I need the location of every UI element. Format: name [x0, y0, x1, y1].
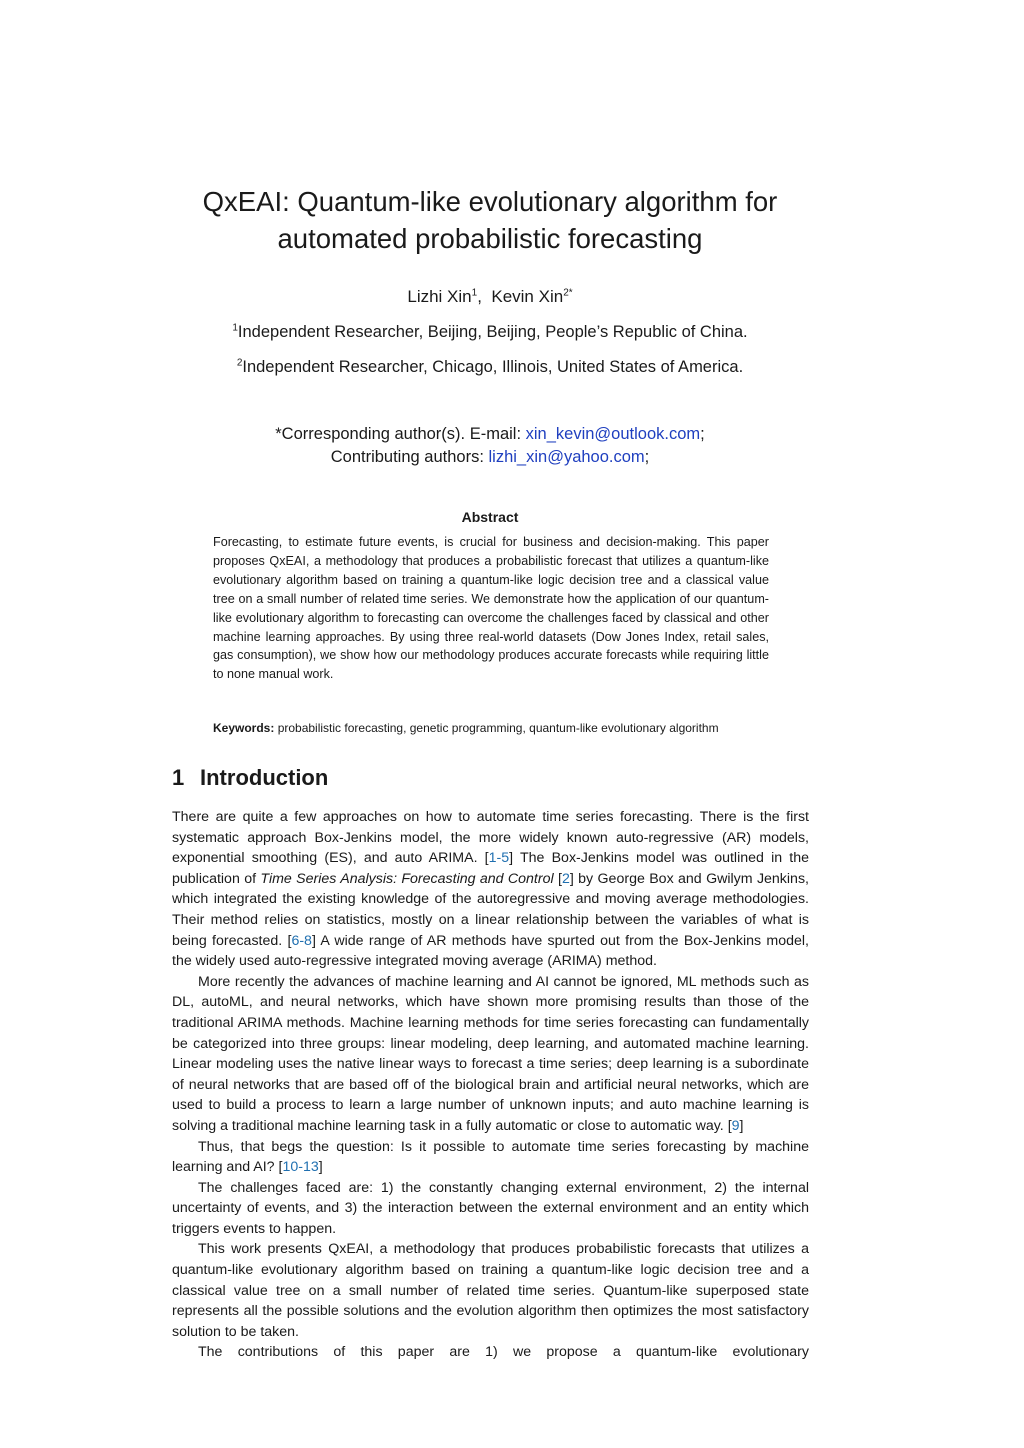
author-affiliation-mark: 2*	[563, 287, 573, 299]
corresponding-email-link[interactable]: xin_kevin@outlook.com	[525, 425, 701, 443]
section-title: Introduction	[200, 765, 329, 790]
title-line-1: QxEAI: Quantum-like evolutionary algorithm for	[202, 186, 778, 217]
section-body	[172, 807, 809, 1363]
paragraph	[172, 807, 809, 972]
author-separator: ,	[477, 287, 492, 306]
paragraph	[172, 972, 809, 1137]
citation-link[interactable]: 6-8	[291, 932, 312, 949]
section-number: 1	[172, 765, 185, 790]
paragraph-text: ]	[739, 1117, 744, 1134]
author-affiliation-mark: 1	[471, 287, 478, 299]
paragraph: The challenges faced are: 1) the constantly changing external environment, 2) the internal uncertainty of events, and 3) the interaction between the external environment and an entity which triggers events to happen.	[172, 1179, 809, 1237]
affiliation	[0, 323, 980, 342]
contributing-label: Contributing authors:	[330, 448, 489, 466]
paragraph	[172, 1137, 809, 1178]
section-heading	[172, 765, 328, 791]
paragraph-text: ] A wide range of AR methods have spurted out from the Box-Jenkins model, the widely used auto-regressive integrated moving average (ARIMA) method.	[172, 932, 810, 970]
correspondence-block	[0, 423, 980, 469]
author-list	[0, 287, 980, 307]
paragraph: This work presents QxEAI, a methodology that produces probabilistic forecasts that utilizes a quantum-like evolutionary algorithm based on training a quantum-like logic decision tree and a classical value tree on a small number of related time series. Quantum-like superposed state represents all the possible solutions and the evolution algorithm then optimizes the most satisfactory solution to be taken.	[172, 1241, 809, 1340]
paragraph-text: There are quite a few approaches on how to automate time series forecasting. There is the first systematic approach Box-Jenkins model, the more widely known auto-regressive (AR) models, exponential smoothing (ES), and auto ARIMA. [	[172, 809, 809, 867]
affiliation	[0, 358, 980, 377]
affiliation-text: Independent Researcher, Beijing, Beijing, People’s Republic of China.	[237, 323, 748, 341]
paragraph: The contributions of this paper are 1) we propose a quantum-like evolutionary	[198, 1344, 809, 1361]
book-title: Time Series Analysis: Forecasting and Control	[260, 870, 554, 887]
paragraph-text: [	[553, 870, 562, 887]
citation-link[interactable]: 10-13	[282, 1159, 319, 1176]
paragraph-text: Thus, that begs the question: Is it possible to automate time series forecasting by machine learning and AI? [	[172, 1138, 809, 1176]
punctuation: ;	[700, 425, 705, 443]
keywords-text: probabilistic forecasting, genetic programming, quantum-like evolutionary algorithm	[274, 721, 719, 735]
abstract-text: Forecasting, to estimate future events, is crucial for business and decision-making. This paper proposes QxEAI, a methodology that produces a probabilistic forecast that utilizes a quantum-like evolutionary algorithm based on training a quantum-like logic decision tree and a classical value tree on a small number of related time series. We demonstrate how the application of our quantum-like evolutionary algorithm to forecasting can overcome the challenges faced by classical and other machine learning approaches. By using three real-world datasets (Dow Jones Index, retail sales, gas consumption), we show how our methodology produces accurate forecasts while requiring little to none manual work.	[213, 535, 769, 682]
corresponding-author-line	[0, 423, 980, 446]
paragraph-text: More recently the advances of machine learning and AI cannot be ignored, ML methods such as DL, autoML, and neural networks, which have shown more promising results than those of the traditional ARIMA methods. Machine learning methods for time series forecasting can fundamentally be categorized into three groups: linear modeling, deep learning, and automated machine learning. Linear modeling uses the native linear ways to forecast a time series; deep learning is a subordinate of neural networks that are based off of the biological brain and artificial neural networks, which are used to build a process to learn a large number of unknown inputs; and auto machine learning is solving a traditional machine learning task in a fully automatic or close to automatic way. [	[172, 973, 809, 1134]
author-name: Kevin Xin	[491, 287, 564, 306]
paper-title	[120, 183, 860, 257]
title-line-2: automated probabilistic forecasting	[277, 223, 703, 254]
citation-link[interactable]: 2	[561, 870, 570, 887]
keywords-label: Keywords:	[213, 721, 275, 735]
contributing-authors-line	[0, 446, 980, 469]
citation-link[interactable]: 1-5	[488, 850, 510, 867]
contributing-email-link[interactable]: lizhi_xin@yahoo.com	[488, 448, 645, 466]
abstract-heading: Abstract	[461, 509, 519, 525]
corresponding-label: *Corresponding author(s). E-mail:	[275, 425, 526, 443]
citation-link[interactable]: 9	[731, 1117, 740, 1134]
affiliation-mark: 1	[232, 322, 238, 334]
punctuation: ;	[644, 448, 650, 466]
keywords-line	[213, 719, 833, 737]
affiliation-text: Independent Researcher, Chicago, Illinois, United States of America.	[242, 358, 744, 376]
paragraph-text: ] by George Box and Gwilym Jenkins, which integrated the existing knowledge of the autoregressive and moving average methodologies. Their method relies on statistics, mostly on a linear relationship between the variables of what is being forecasted. [	[172, 870, 809, 949]
paragraph-text: ] The Box-Jenkins model was outlined in the publication of	[172, 850, 809, 887]
paragraph-text: ]	[318, 1159, 323, 1176]
affiliation-mark: 2	[236, 357, 243, 369]
author-name: Lizhi Xin	[407, 287, 472, 306]
